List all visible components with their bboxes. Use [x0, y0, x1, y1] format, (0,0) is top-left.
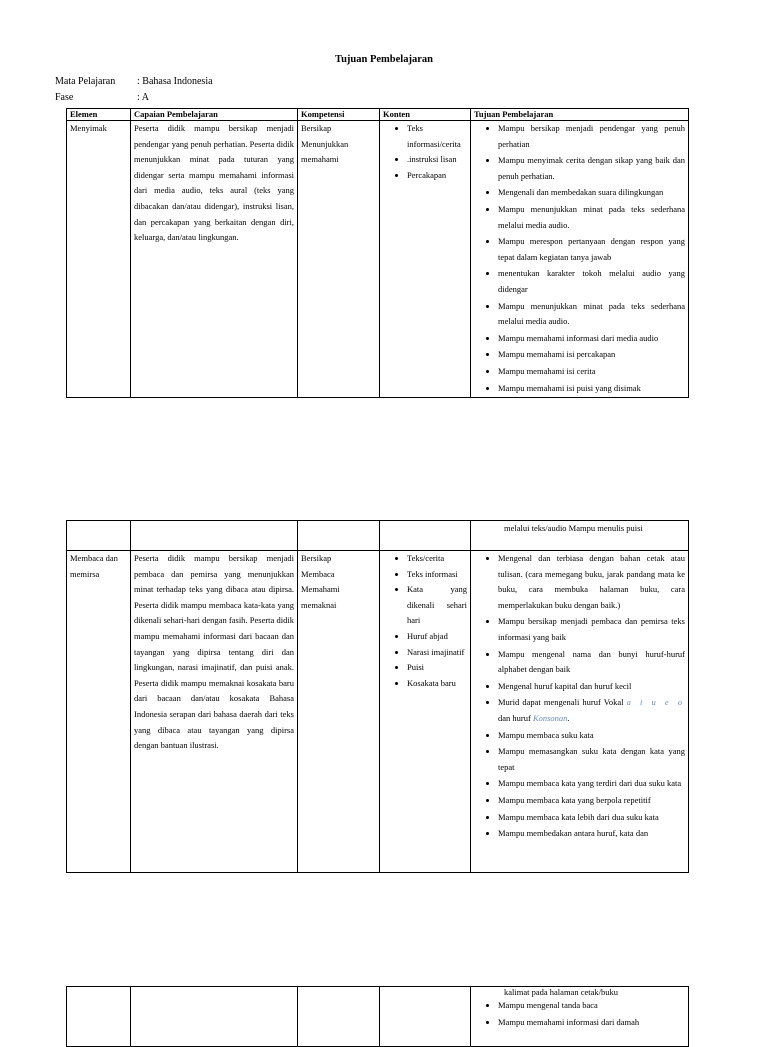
subject-row [55, 76, 213, 87]
konten-item: • Teks informasi [407, 567, 467, 583]
tujuan-item: • Mampu memahami isi percakapan [498, 347, 685, 363]
table-row [67, 987, 689, 1047]
tujuan-item: • Mampu membaca kata lebih dari dua suku kata [498, 810, 685, 826]
konten-item: • Kosakata baru [407, 676, 467, 692]
tujuan-item: • Mengenal dan terbiasa dengan bahan cetak atau tulisan. (cara memegang buku, jarak pandang mata ke buku, cara membuka halaman buku, cara memperlakukan buku dengan baik.) [498, 551, 685, 613]
konten-item: • Teks informasi/cerita [407, 121, 467, 152]
tujuan-item: • Mampu menunjukkan minat pada teks sederhana melalui media audio. [498, 202, 685, 233]
subject-label: Mata Pelajaran [55, 76, 116, 87]
tujuan-item: • Mampu bersikap menjadi pembaca dan pemirsa teks informasi yang baik [498, 614, 685, 645]
phase-value: : A [137, 92, 149, 103]
tujuan-continued: kalimat pada halaman cetak/buku [504, 987, 618, 997]
kompetensi-item: Bersikap [301, 123, 332, 133]
header-tujuan: Tujuan Pembelajaran [471, 109, 689, 121]
kompetensi-cell [298, 121, 380, 398]
konten-item: • Teks/cerita [407, 551, 467, 567]
tujuan-cell [471, 121, 689, 398]
table-row [67, 521, 689, 551]
tujuan-item: • Mengenali dan membedakan suara dilingkungan [498, 185, 685, 201]
tujuan-item: • Mampu merespon pertanyaan dengan respon yang tepat dalam kegiatan tanya jawab [498, 234, 685, 265]
table-row [67, 551, 689, 873]
capaian-cell: Peserta didik mampu bersikap menjadi pembaca dan pemirsa yang menunjukkan minat terhadap teks yang dibaca atau dipirsa. Peserta didik mampu membaca kata-kata yang dikenali sehari-hari dengan fasih. Peserta didik mampu memahami informasi dari bacaan dan tayangan yang dipirsa tentang diri dan lingkungan, narasi imajinatif, dan puisi anak. Peserta didik mampu memaknai kosakata baru dari bacaan dan/atau kosakata Bahasa Indonesia serapan dari bahasa daerah dari teks yang dibaca atau tayangan yang dipirsa dengan bantuan ilustrasi. [131, 551, 298, 873]
kompetensi-item: Memahami [301, 584, 340, 595]
kompetensi-item: Menunjukkan [301, 138, 349, 149]
capaian-cell: Peserta didik mampu bersikap menjadi pendengar yang penuh perhatian. Peserta didik menunjukkan minat pada tuturan yang didengar serta mampu memahami informasi dari media audio, teks aural (teks yang dibacakan dan/atau didengar), instruksi lisan, dan percakapan yang berkaitan dengan diri, keluarga, dan/atau lingkungan. [131, 121, 298, 398]
konten-item: • Percakapan [407, 168, 467, 184]
kompetensi-item: memaknai [301, 599, 337, 610]
konten-item: • .instruksi lisan [407, 152, 467, 168]
tujuan-item: • Mampu menunjukkan minat pada teks sederhana melalui media audio. [498, 299, 685, 330]
konten-item: • Narasi imajinatif [407, 645, 467, 661]
vokal-letters: a i u e o [626, 697, 686, 708]
header-kompetensi: Kompetensi [298, 109, 380, 121]
table-header-row [67, 109, 689, 121]
tujuan-item-vokal: • Murid dapat mengenali huruf Vokal a i u e o dan huruf Konsonan. [498, 695, 685, 726]
table-row [67, 121, 689, 398]
table-menyimak [66, 108, 689, 398]
tujuan-item: • Mampu memahami isi puisi yang disimak [498, 381, 685, 397]
konten-item: • Huruf abjad [407, 629, 467, 645]
tujuan-item: • Mampu memahami informasi dari media audio [498, 331, 685, 347]
tujuan-item: • Mampu memasangkan suku kata dengan kata yang tepat [498, 744, 685, 775]
page-title: Tujuan Pembelajaran [335, 54, 433, 65]
tujuan-item: • Mampu membaca kata yang terdiri dari dua suku kata [498, 776, 685, 792]
header-capaian: Capaian Pembelajaran [131, 109, 298, 121]
table-continued [66, 986, 689, 1047]
table-membaca [66, 520, 689, 873]
konten-cell [380, 551, 471, 873]
kompetensi-item: Membaca [301, 568, 335, 579]
konten-item: • Kata yang dikenali sehari hari [407, 582, 467, 629]
tujuan-cell [471, 551, 689, 873]
konten-cell [380, 121, 471, 398]
tujuan-cell [471, 987, 689, 1047]
konsonan-label: Konsonan [532, 712, 568, 723]
tujuan-item: • Mampu membaca kata yang berpola repetitif [498, 793, 685, 809]
kompetensi-item: memahami [301, 154, 339, 165]
header-elemen: Elemen [67, 109, 131, 121]
tujuan-continued: melalui teks/audio Mampu menulis puisi [471, 521, 689, 551]
subject-value: : Bahasa Indonesia [137, 76, 213, 87]
tujuan-item: • Mampu membedakan antara huruf, kata dan [498, 826, 685, 842]
tujuan-item: • Mampu memahami informasi dari damah [498, 1015, 685, 1031]
tujuan-item: • Mampu bersikap menjadi pendengar yang penuh perhatian [498, 121, 685, 152]
elemen-cell: Membaca dan memirsa [67, 551, 131, 873]
phase-label: Fase [55, 92, 74, 103]
tujuan-item: • Mampu menyimak cerita dengan sikap yang baik dan penuh perhatian. [498, 153, 685, 184]
tujuan-item: • Mampu mengenal nama dan bunyi huruf-huruf alphabet dengan baik [498, 647, 685, 678]
elemen-cell: Menyimak [67, 121, 131, 398]
tujuan-item: • menentukan karakter tokoh melalui audio yang didengar [498, 266, 685, 297]
konten-item: • Puisi [407, 660, 467, 676]
kompetensi-cell [298, 551, 380, 873]
tujuan-item: • Mengenal huruf kapital dan huruf kecil [498, 679, 685, 695]
tujuan-item: • Mampu membaca suku kata [498, 728, 685, 744]
phase-row [55, 92, 149, 103]
tujuan-item: • Mampu mengenal tanda baca [498, 998, 685, 1014]
header-konten: Konten [380, 109, 471, 121]
kompetensi-item: Bersikap [301, 553, 332, 563]
tujuan-item: • Mampu memahami isi cerita [498, 364, 685, 380]
